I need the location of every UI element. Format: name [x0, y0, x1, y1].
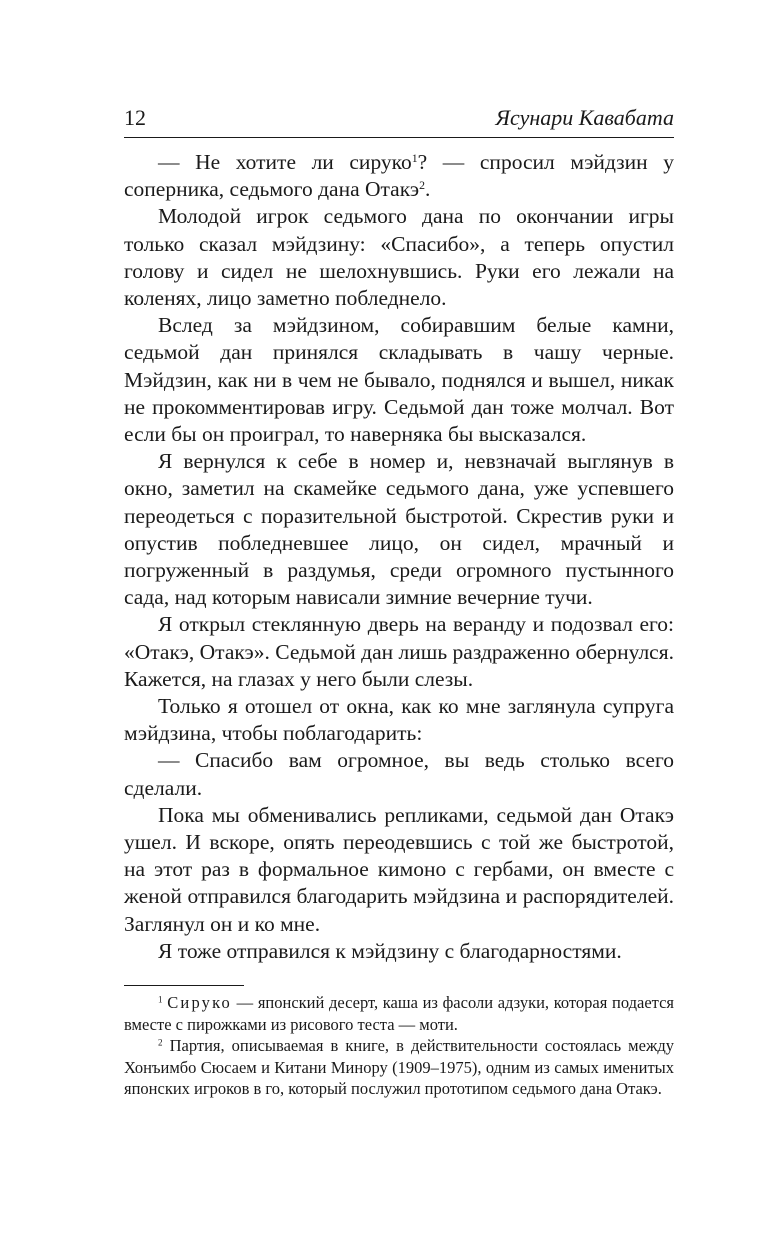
footnote-ref-1: 1	[411, 150, 418, 165]
footnote-2-mark: 2	[158, 1037, 163, 1048]
paragraph-1	[124, 149, 674, 203]
footnote-1-term: Сируко	[167, 993, 232, 1012]
paragraph-5: Я открыл стеклянную дверь на веранду и подозвал его: «Отакэ, Отакэ». Седьмой дан лишь раздраженно обернулся. Кажется, на глазах у него были слезы.	[124, 612, 674, 691]
footnote-ref-2: 2	[419, 178, 426, 193]
paragraph-6: Только я отошел от окна, как ко мне заглянула супруга мэйдзина, чтобы поблагодарить:	[124, 694, 674, 746]
paragraph-3: Вслед за мэйдзином, собиравшим белые камни, седьмой дан принялся складывать в чашу черные. Мэйдзин, как ни в чем не бывало, поднялся и вышел, никак не прокомментировав игру. Седьмой дан тоже молчал. Вот если бы он проиграл, то наверняка бы высказался.	[124, 313, 674, 447]
paragraph-7: — Спасибо вам огромное, вы ведь столько всего сделали.	[124, 748, 674, 800]
paragraph-1-text-a: — Не хотите ли сируко	[158, 150, 412, 174]
footnotes	[124, 992, 674, 1100]
page-number: 12	[124, 105, 146, 130]
footnote-1-text: — японский десерт, каша из фасоли адзуки, которая подается вместе с пирожками из рисового теста — моти.	[124, 993, 674, 1034]
footnote-2-text: Партия, описываемая в книге, в действительности состоялась между Хонъимбо Сюсаем и Китани Минору (1909–1975), одним из самых именитых японских игроков в го, который послужил прототипом седьмого дана Отакэ.	[124, 1036, 674, 1098]
paragraph-2: Молодой игрок седьмого дана по окончании игры только сказал мэйдзину: «Спасибо», а теперь опустил голову и сидел не шелохнувшись. Руки его лежали на коленях, лицо заметно побледнело.	[124, 204, 674, 311]
running-title: Ясунари Кавабата	[495, 105, 674, 130]
paragraph-9: Я тоже отправился к мэйдзину с благодарностями.	[158, 938, 622, 963]
footnote-2	[124, 1035, 674, 1100]
footnote-1	[124, 992, 674, 1035]
footnote-1-mark: 1	[158, 994, 163, 1005]
page-header	[124, 103, 674, 133]
paragraph-1-text-c: .	[425, 177, 431, 202]
paragraph-1-text-b: ? — спросил мэйдзин у соперника, седьмого дана Отакэ	[124, 150, 674, 202]
header-divider	[124, 137, 674, 138]
paragraph-8: Пока мы обменивались репликами, седьмой дан Отакэ ушел. И вскоре, опять переодевшись с той же быстротой, на этот раз в формальное кимоно с гербами, он вместе с женой отправился благодарить мэйдзина и распорядителей. Заглянул он и ко мне.	[124, 802, 674, 936]
footnote-divider	[124, 985, 244, 986]
main-text	[124, 149, 674, 965]
paragraph-4: Я вернулся к себе в номер и, невзначай выглянув в окно, заметил на скамейке седьмого дана, уже успевшего переодеться с поразительной быстротой. Скрестив руки и опустив побледневшее лицо, он сидел, мрачный и погруженный в раздумья, среди огромного пустынного сада, над которым нависали зимние вечерние тучи.	[124, 449, 674, 610]
